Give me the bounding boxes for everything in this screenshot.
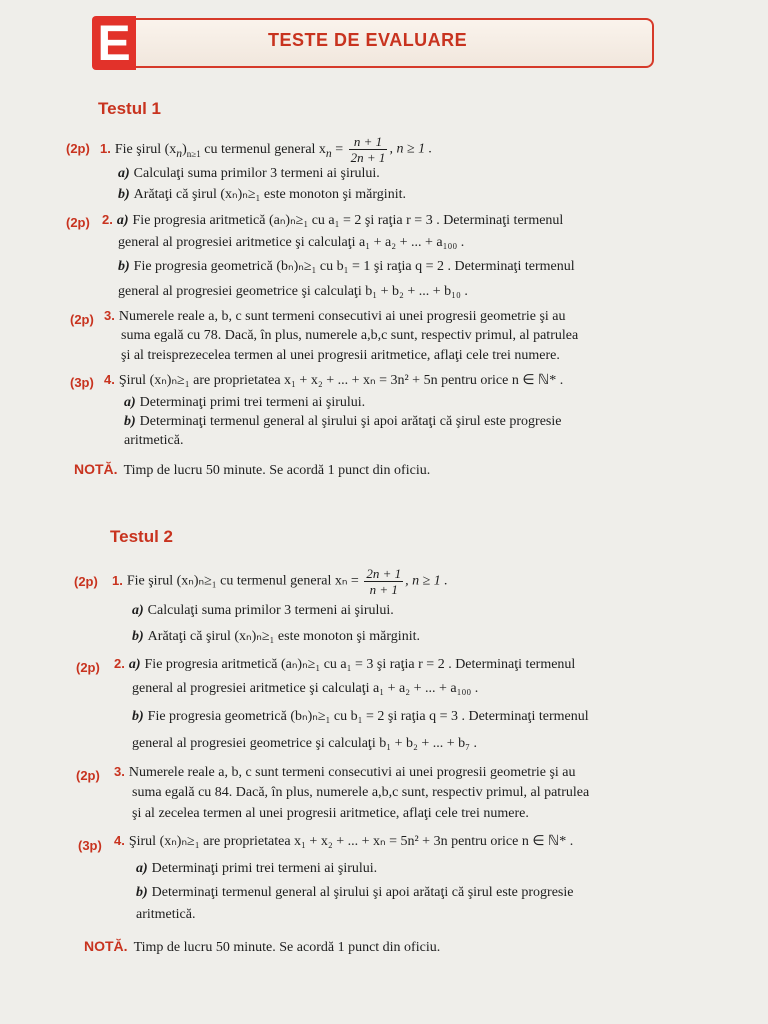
test2-note: NOTĂ. Timp de lucru 50 minute. Se acordă 1 punct din oficiu.	[84, 938, 441, 955]
test2-q2-b-line1: b) Fie progresia geometrică (bₙ)ₙ≥₁ cu b₁ = 2 şi raţia q = 3 . Determinaţi termenul	[132, 709, 589, 724]
test1-q3-points: (2p)	[70, 312, 94, 327]
test1-q4-b-line2: aritmetică.	[124, 433, 184, 448]
test1-q1-lead: Fie şirul $(x_n)_{n\ge 1}$ cu termenul general $x_n$ =	[114, 141, 347, 160]
test2-q2-points: (2p)	[76, 660, 100, 675]
test1-q1-number: 1.	[100, 140, 111, 156]
test1-q2-b-line1: b) Fie progresia geometrică (bₙ)ₙ≥₁ cu b₁ = 1 şi raţia q = 2 . Determinaţi termenul	[118, 259, 575, 274]
test2-q1-a: a) Calculaţi suma primilor 3 termeni ai şirului.	[132, 603, 394, 618]
test1-q1-a: a) Calculaţi suma primilor 3 termeni ai şirului.	[118, 166, 380, 181]
test1-q4-points: (3p)	[70, 375, 94, 390]
test1-q4-b-line1: b) Determinaţi termenul general al şirului şi apoi arătaţi că şirul este progresie	[124, 414, 562, 429]
test1-q2-a-line2: general al progresiei aritmetice şi calculaţi a₁ + a₂ + ... + a₁₀₀ .	[118, 235, 465, 250]
test2-q3-points: (2p)	[76, 768, 100, 783]
test2-q2-b-line2: general al progresiei geometrice şi calculaţi b₁ + b₂ + ... + b₇ .	[132, 736, 478, 751]
section-title: TESTE DE EVALUARE	[268, 30, 468, 50]
test1-q1-fraction: $\frac{n + 1}{2n + 1}$	[350, 134, 386, 165]
test1-title: Testul 1	[98, 99, 161, 118]
test2-title: Testul 2	[110, 527, 173, 546]
test2-q4-line1: 4. Şirul (xₙ)ₙ≥₁ are proprietatea x₁ + x₂ + ... + xₙ = 5n² + 3n pentru orice n ∈ ℕ* .	[114, 833, 574, 849]
test2-q4-a: a) Determinaţi primi trei termeni ai şirului.	[136, 861, 378, 876]
test1-q1-points: (2p)	[66, 141, 90, 156]
test1-q1-condition: , n ≥ 1 .	[389, 141, 433, 157]
test1-q3-line3: şi al treisprezecelea termen al unei progresii aritmetice, aflaţi cele trei numere.	[121, 348, 560, 363]
test2-q1-line: 1. Fie şirul (xₙ)ₙ≥₁ cu termenul general xₙ = $\frac{2n + 1}{n + 1}$ , n ≥ 1 .	[112, 566, 448, 597]
test2-q2-a-line2: general al progresiei aritmetice şi calculaţi a₁ + a₂ + ... + a₁₀₀ .	[132, 681, 479, 696]
test2-q2-a-line1: 2. a) Fie progresia aritmetică (aₙ)ₙ≥₁ cu a₁ = 3 şi raţia r = 2 . Determinaţi termenul	[114, 656, 576, 672]
test1-note: NOTĂ. Timp de lucru 50 minute. Se acordă 1 punct din oficiu.	[74, 461, 431, 478]
section-letter-badge: E	[92, 16, 136, 70]
test1-q2-a-line1: 2. a) Fie progresia aritmetică (aₙ)ₙ≥₁ cu a₁ = 2 şi raţia r = 3 . Determinaţi termenul	[102, 212, 564, 228]
test2-q3-line3: şi al zecelea termen al unei progresii aritmetice, aflaţi cele trei numere.	[132, 806, 529, 821]
test1-q4-line1: 4. Şirul (xₙ)ₙ≥₁ are proprietatea x₁ + x₂ + ... + xₙ = 3n² + 5n pentru orice n ∈ ℕ* .	[104, 372, 564, 388]
test2-q4-b-line2: aritmetică.	[136, 907, 196, 922]
test2-q4-points: (3p)	[78, 838, 102, 853]
test1-q3-line2: suma egală cu 78. Dacă, în plus, numerele a,b,c sunt, respectiv primul, al patrulea	[121, 328, 579, 343]
test1-q2-points: (2p)	[66, 215, 90, 230]
test1-q2-b-line2: general al progresiei geometrice şi calculaţi b₁ + b₂ + ... + b₁₀ .	[118, 284, 468, 299]
test2-q3-line1: 3. Numerele reale a, b, c sunt termeni consecutivi ai unei progresii geometrie şi au	[114, 764, 576, 780]
test1-q4-a: a) Determinaţi primi trei termeni ai şirului.	[124, 395, 366, 410]
test2-q3-line2: suma egală cu 84. Dacă, în plus, numerele a,b,c sunt, respectiv primul, al patrulea	[132, 785, 590, 800]
test1-q1-b: b) Arătaţi că şirul (xₙ)ₙ≥₁ este monoton şi mărginit.	[118, 187, 406, 202]
test1-q3-line1: 3. Numerele reale a, b, c sunt termeni consecutivi ai unei progresii geometrie şi au	[104, 308, 566, 324]
test2-q4-b-line1: b) Determinaţi termenul general al şirului şi apoi arătaţi că şirul este progresie	[136, 885, 574, 900]
test1-q1-line	[100, 134, 432, 165]
test2-q1-points: (2p)	[74, 574, 98, 589]
test2-q1-b: b) Arătaţi că şirul (xₙ)ₙ≥₁ este monoton şi mărginit.	[132, 629, 420, 644]
test2-q1-fraction: $\frac{2n + 1}{n + 1}$	[366, 566, 402, 597]
